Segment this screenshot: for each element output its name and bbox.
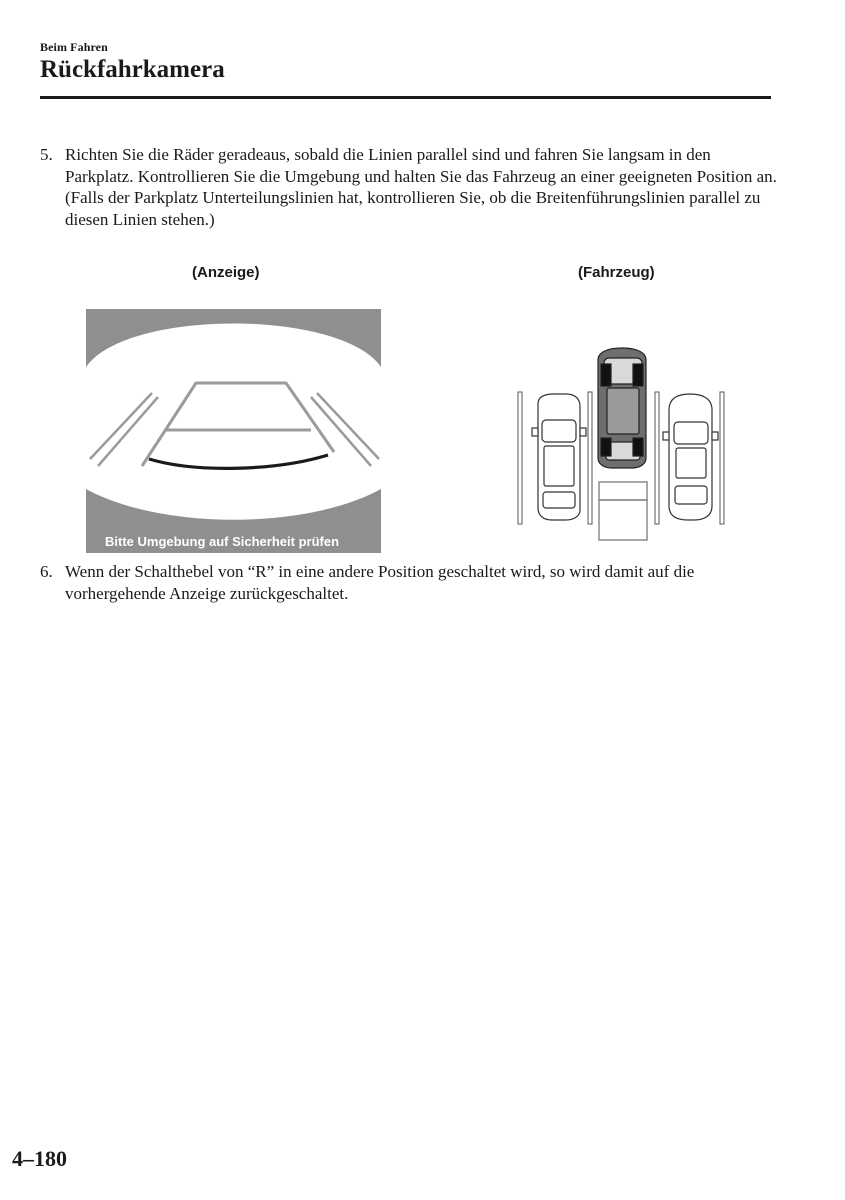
camera-display-illustration xyxy=(86,309,381,553)
display-banner xyxy=(86,530,381,553)
display-banner-text: Bitte Umgebung auf Sicherheit prüfen xyxy=(105,534,340,549)
parking-vehicle-illustration xyxy=(512,346,734,542)
rear-guide-boxes xyxy=(599,482,647,540)
title-rule xyxy=(40,96,771,99)
camera-view-area xyxy=(86,324,381,520)
page-number: 4–180 xyxy=(12,1146,67,1171)
reversing-car xyxy=(598,348,646,468)
camera-display-graphic xyxy=(86,309,381,530)
caption-display: (Anzeige) xyxy=(192,264,260,281)
parked-car-right xyxy=(663,394,718,520)
section-label: Beim Fahren xyxy=(40,40,108,54)
caption-vehicle: (Fahrzeug) xyxy=(578,264,655,281)
step-number: 6. xyxy=(40,562,53,581)
page-title: Rückfahrkamera xyxy=(40,56,225,83)
step-text: Richten Sie die Räder geradeaus, sobald die Linien parallel sind und fahren Sie langsam in den Parkplatz. Kontrollieren Sie die Umgebung und halten Sie das Fahrzeug an einer geeigneten Position an. (Falls der Parkplatz Unterteilungslinien hat, kontrollieren Sie, ob die Breitenführungslinien parallel zu diesen Linien stehen.) xyxy=(65,145,777,229)
step-text: Wenn der Schalthebel von “R” in eine andere Position geschaltet wird, so wird damit auf die vorhergehende Anzeige zurückgeschaltet. xyxy=(65,562,695,603)
parked-car-left xyxy=(532,394,586,520)
step-number: 5. xyxy=(40,145,53,164)
parking-graphic xyxy=(512,346,734,542)
